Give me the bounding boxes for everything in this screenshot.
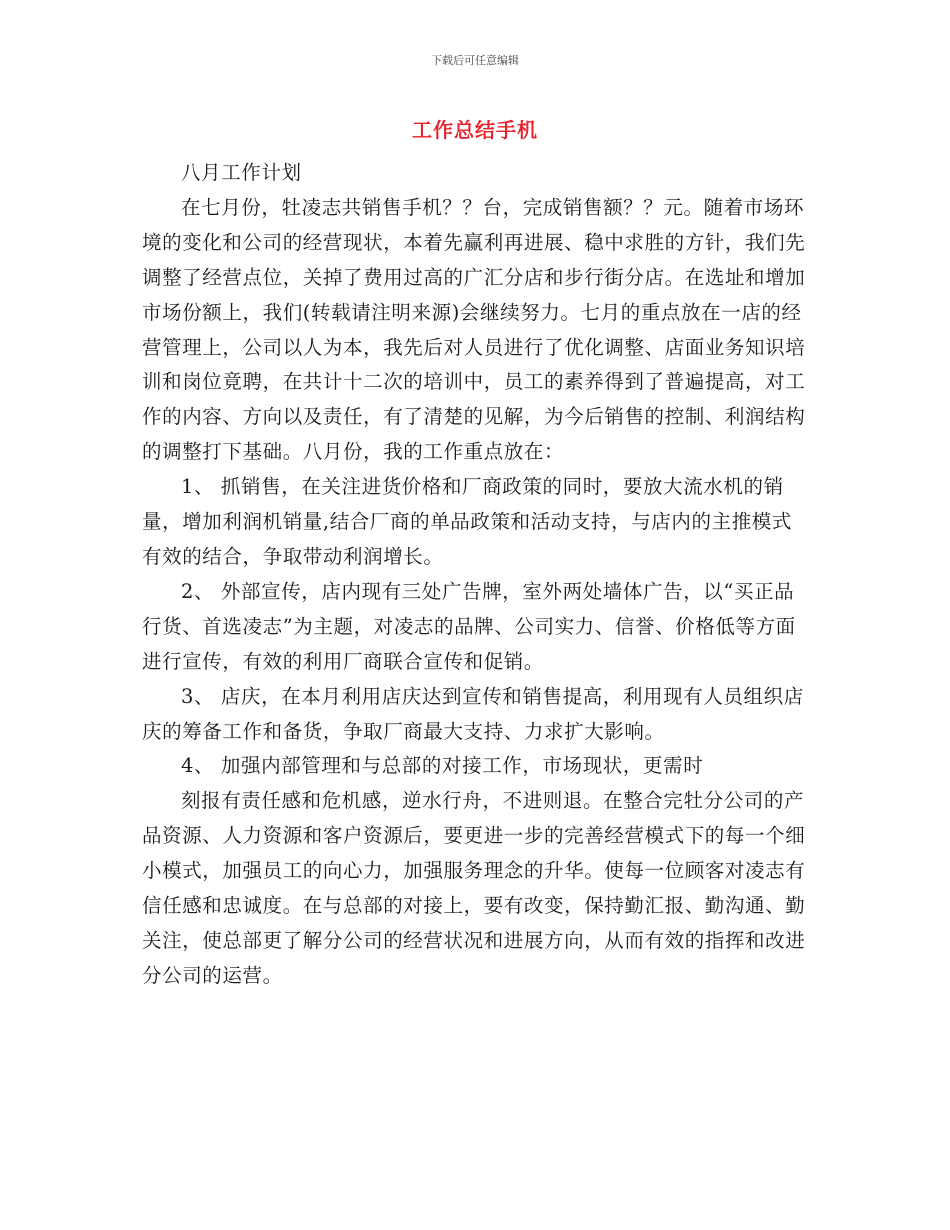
list-item: 4、 加强内部管理和与总部的对接工作，市场现状，更需时: [181, 754, 704, 778]
document-title: 工作总结手机: [412, 118, 538, 142]
document-body: [142, 156, 810, 994]
list-item: 2、 外部宣传，店内现有三处广告牌，室外两处墙体广告，以“买正品行货、首选凌志”为主题，对凌志的品牌、公司实力、信誉、价格低等方面进行宣传，有效的利用厂商联合宣传和促销。: [142, 579, 796, 673]
list-item: 1、 抓销售，在关注进货价格和厂商政策的同时，要放大流水机的销量，增加利润机销量,结合厂商的单品政策和活动支持，与店内的主推模式有效的结合，争取带动利润增长。: [142, 475, 792, 568]
paragraph-continuation: 刻报有责任感和危机感，逆水行舟，不进则退。在整合完牡分公司的产品资源、人力资源和客户资源后，要更进一步的完善经营模式下的每一个细小模式，加强员工的向心力，加强服务理念的升华。使每一位顾客对凌志有信任感和忠诚度。在与总部的对接上，要有改变，保持勤汇报、勤沟通、勤关注，使总部更了解分公司的经营状况和进展方向，从而有效的指挥和改进分公司的运营。: [142, 789, 806, 987]
header-note: 下载后可任意编辑: [431, 54, 519, 67]
list-item: 3、 店庆，在本月利用店庆达到宣传和销售提高，利用现有人员组织店庆的筹备工作和备货，争取厂商最大支持、力求扩大影响。: [142, 684, 804, 743]
paragraph-heading: 八月工作计划: [181, 161, 302, 184]
paragraph: 在七月份，牡凌志共销售手机？？台，完成销售额？？元。随着市场环境的变化和公司的经营现状，本着先赢利再进展、稳中求胜的方针，我们先调整了经营点位，关掉了费用过高的广汇分店和步行街分店。在选址和增加市场份额上，我们(转载请注明来源)会继续努力。七月的重点放在一店的经营管理上，公司以人为本，我先后对人员进行了优化调整、店面业务知识培训和岗位竟聘，在共计十二次的培训中，员工的素养得到了普遍提高，对工作的内容、方向以及责任，有了清楚的见解，为今后销售的控制、利润结构的调整打下基础。八月份，我的工作重点放在：: [142, 195, 806, 464]
